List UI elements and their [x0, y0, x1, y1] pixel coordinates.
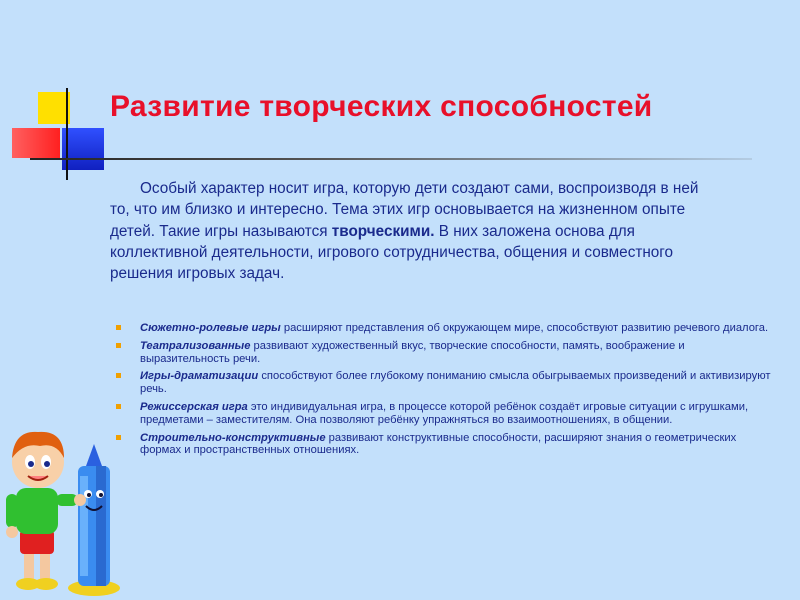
- list-item-text: расширяют представления об окружающем мире, способствуют развитию речевого диалога.: [280, 322, 769, 334]
- slide-title: Развитие творческих способностей: [110, 90, 653, 123]
- list-item-term: Игры-драматизации: [140, 370, 259, 383]
- list-item-term: Режиссерская игра: [140, 400, 248, 413]
- bullet-square-icon: [116, 325, 121, 330]
- list-item-text: это индивидуальная игра, в процессе которой ребёнок создаёт игровые ситуации с игрушками, предметами – заместителям. Она позволяют ребёнку упражняться во взаимоотношениях, в общении.: [140, 400, 749, 426]
- decor-horizontal-line: [30, 158, 752, 160]
- decor-red-square: [12, 128, 60, 158]
- decor-blue-square: [62, 128, 104, 170]
- pencil-icon: [68, 444, 120, 596]
- intro-text-part1: Особый характер носит игра, которую дети создают сами, воспроизводя в ней то, что им близко и интересно. Тема этих игр основывается на жизненном опыте детей. Такие игры называются: [110, 180, 699, 240]
- list-item-text: развивают художественный вкус, творческие способности, память, воображение и выразительность речи.: [140, 339, 685, 365]
- list-item: [116, 432, 776, 458]
- list-item-term: Сюжетно-ролевые игры: [140, 322, 281, 334]
- intro-text-bold: творческими.: [331, 222, 435, 240]
- list-item-term: Строительно-конструктивные: [140, 431, 326, 444]
- list-item-term: Театрализованные: [140, 339, 251, 352]
- boy-icon: [6, 432, 86, 590]
- list-item-text: способствуют более глубокому пониманию смысла обыгрываемых произведений и активизируют речь.: [140, 370, 771, 396]
- list-item: [116, 340, 776, 366]
- bullet-square-icon: [116, 373, 121, 378]
- game-types-list: [116, 322, 776, 462]
- bullet-square-icon: [116, 404, 121, 409]
- intro-text-part2: В них заложена основа для коллективной деятельности, игрового сотрудничества, общения и совместного решения игровых задач.: [110, 222, 674, 283]
- list-item: [116, 401, 776, 427]
- intro-paragraph: [110, 178, 720, 284]
- decor-vertical-line: [66, 88, 68, 180]
- list-item: [116, 322, 776, 335]
- list-item: [116, 370, 776, 396]
- bullet-square-icon: [116, 343, 121, 348]
- list-item-text: развивают конструктивные способности, расширяют знания о геометрических формах и пространственных отношениях.: [140, 431, 737, 457]
- boy-and-pencil-illustration: [0, 418, 130, 600]
